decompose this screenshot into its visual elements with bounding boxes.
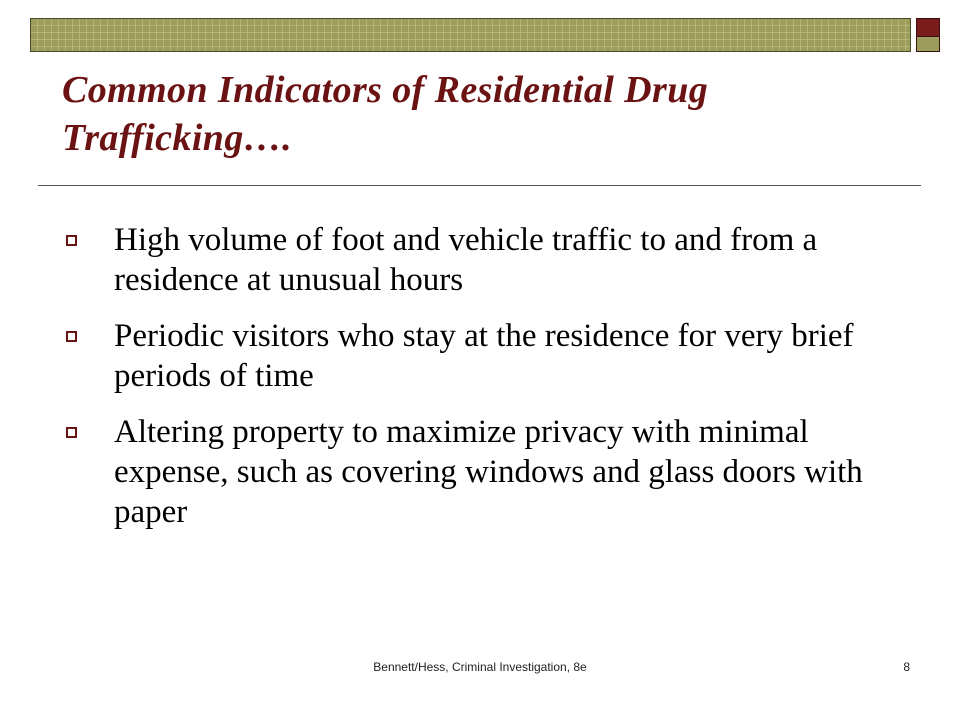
bullet-square-icon [66,427,77,438]
bullet-item [62,316,912,396]
slide-page-number: 8 [903,660,910,674]
bullet-text: Periodic visitors who stay at the residence for very brief periods of time [114,318,854,394]
header-decorative-bar [30,18,911,52]
bullet-square-icon [66,331,77,342]
bullet-item [62,412,912,532]
bullet-text: High volume of foot and vehicle traffic to and from a residence at unusual hours [114,222,818,298]
bullet-square-icon [66,235,77,246]
bullet-item [62,220,912,300]
bullet-list [62,220,912,548]
header-corner-box [916,18,940,52]
slide-footer: Bennett/Hess, Criminal Investigation, 8e [373,660,587,674]
slide-title: Common Indicators of Residential Drug Trafficking…. [62,69,709,159]
title-divider [38,185,921,186]
bullet-text: Altering property to maximize privacy with minimal expense, such as covering windows and glass doors with paper [114,414,863,530]
